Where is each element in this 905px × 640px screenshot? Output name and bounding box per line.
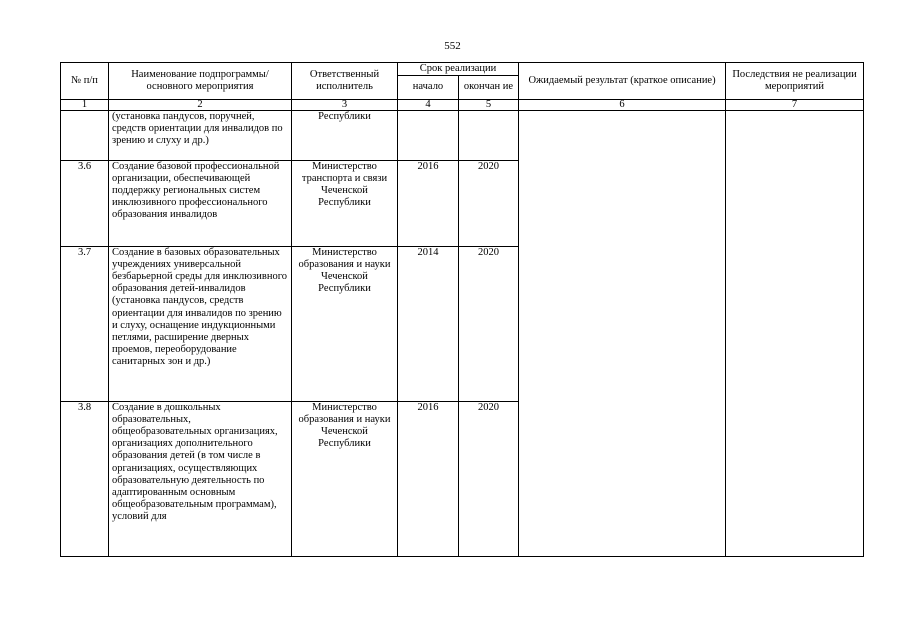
row-name: Создание в дошкольных образовательных, общеобразовательных организациях, организациях дополнительного образования детей (в том числе в организациях, осуществляющих образовательную деятельность по адаптированным основным общеобразовательным программам), условий для: [109, 401, 292, 556]
column-number: 4: [398, 99, 459, 110]
row-name: Создание в базовых образовательных учреждениях универсальной безбарьерной среды для инклюзивного образования детей-инвалидов (установка пандусов, средств ориентации для инвалидов по зрению и слуху, оснащение индукционными петлями, расширение дверных проемов, переоборудование санитарных зон и др.): [109, 246, 292, 401]
header-consequences: Последствия не реализации мероприятий: [726, 63, 864, 100]
row-number: 3.7: [61, 246, 109, 401]
row-name: (установка пандусов, поручней, средств ориентации для инвалидов по зрению и слуху и др.): [109, 110, 292, 160]
row-end: 2020: [459, 160, 519, 246]
column-number: 2: [109, 99, 292, 110]
page-number: 552: [444, 40, 461, 52]
header-end: окончан ие: [459, 75, 519, 99]
header-responsible: Ответственный исполнитель: [292, 63, 398, 100]
consequences-cell: [726, 110, 864, 556]
row-number: 3.8: [61, 401, 109, 556]
row-end: [459, 110, 519, 160]
header-result: Ожидаемый результат (краткое описание): [519, 63, 726, 100]
header-name: Наименование подпрограммы/ основного мероприятия: [109, 63, 292, 100]
row-responsible: Министерство транспорта и связи Чеченской Республики: [292, 160, 398, 246]
table-row: [61, 110, 864, 160]
row-end: 2020: [459, 246, 519, 401]
column-number: 1: [61, 99, 109, 110]
header-number: № п/п: [61, 63, 109, 100]
row-number: 3.6: [61, 160, 109, 246]
program-table: [60, 62, 864, 557]
row-start: [398, 110, 459, 160]
row-name: Создание базовой профессиональной организации, обеспечивающей поддержку региональных систем инклюзивного профессионального образования инвалидов: [109, 160, 292, 246]
column-number: 7: [726, 99, 864, 110]
column-number: 5: [459, 99, 519, 110]
row-responsible: Министерство образования и науки Чеченской Республики: [292, 246, 398, 401]
row-start: 2016: [398, 160, 459, 246]
row-responsible: Министерство образования и науки Чеченской Республики: [292, 401, 398, 556]
result-cell: [519, 110, 726, 556]
row-start: 2014: [398, 246, 459, 401]
row-end: 2020: [459, 401, 519, 556]
row-start: 2016: [398, 401, 459, 556]
row-responsible: Республики: [292, 110, 398, 160]
row-number: [61, 110, 109, 160]
header-start: начало: [398, 75, 459, 99]
column-number: 3: [292, 99, 398, 110]
header-period: Срок реализации: [398, 63, 519, 76]
column-number: 6: [519, 99, 726, 110]
